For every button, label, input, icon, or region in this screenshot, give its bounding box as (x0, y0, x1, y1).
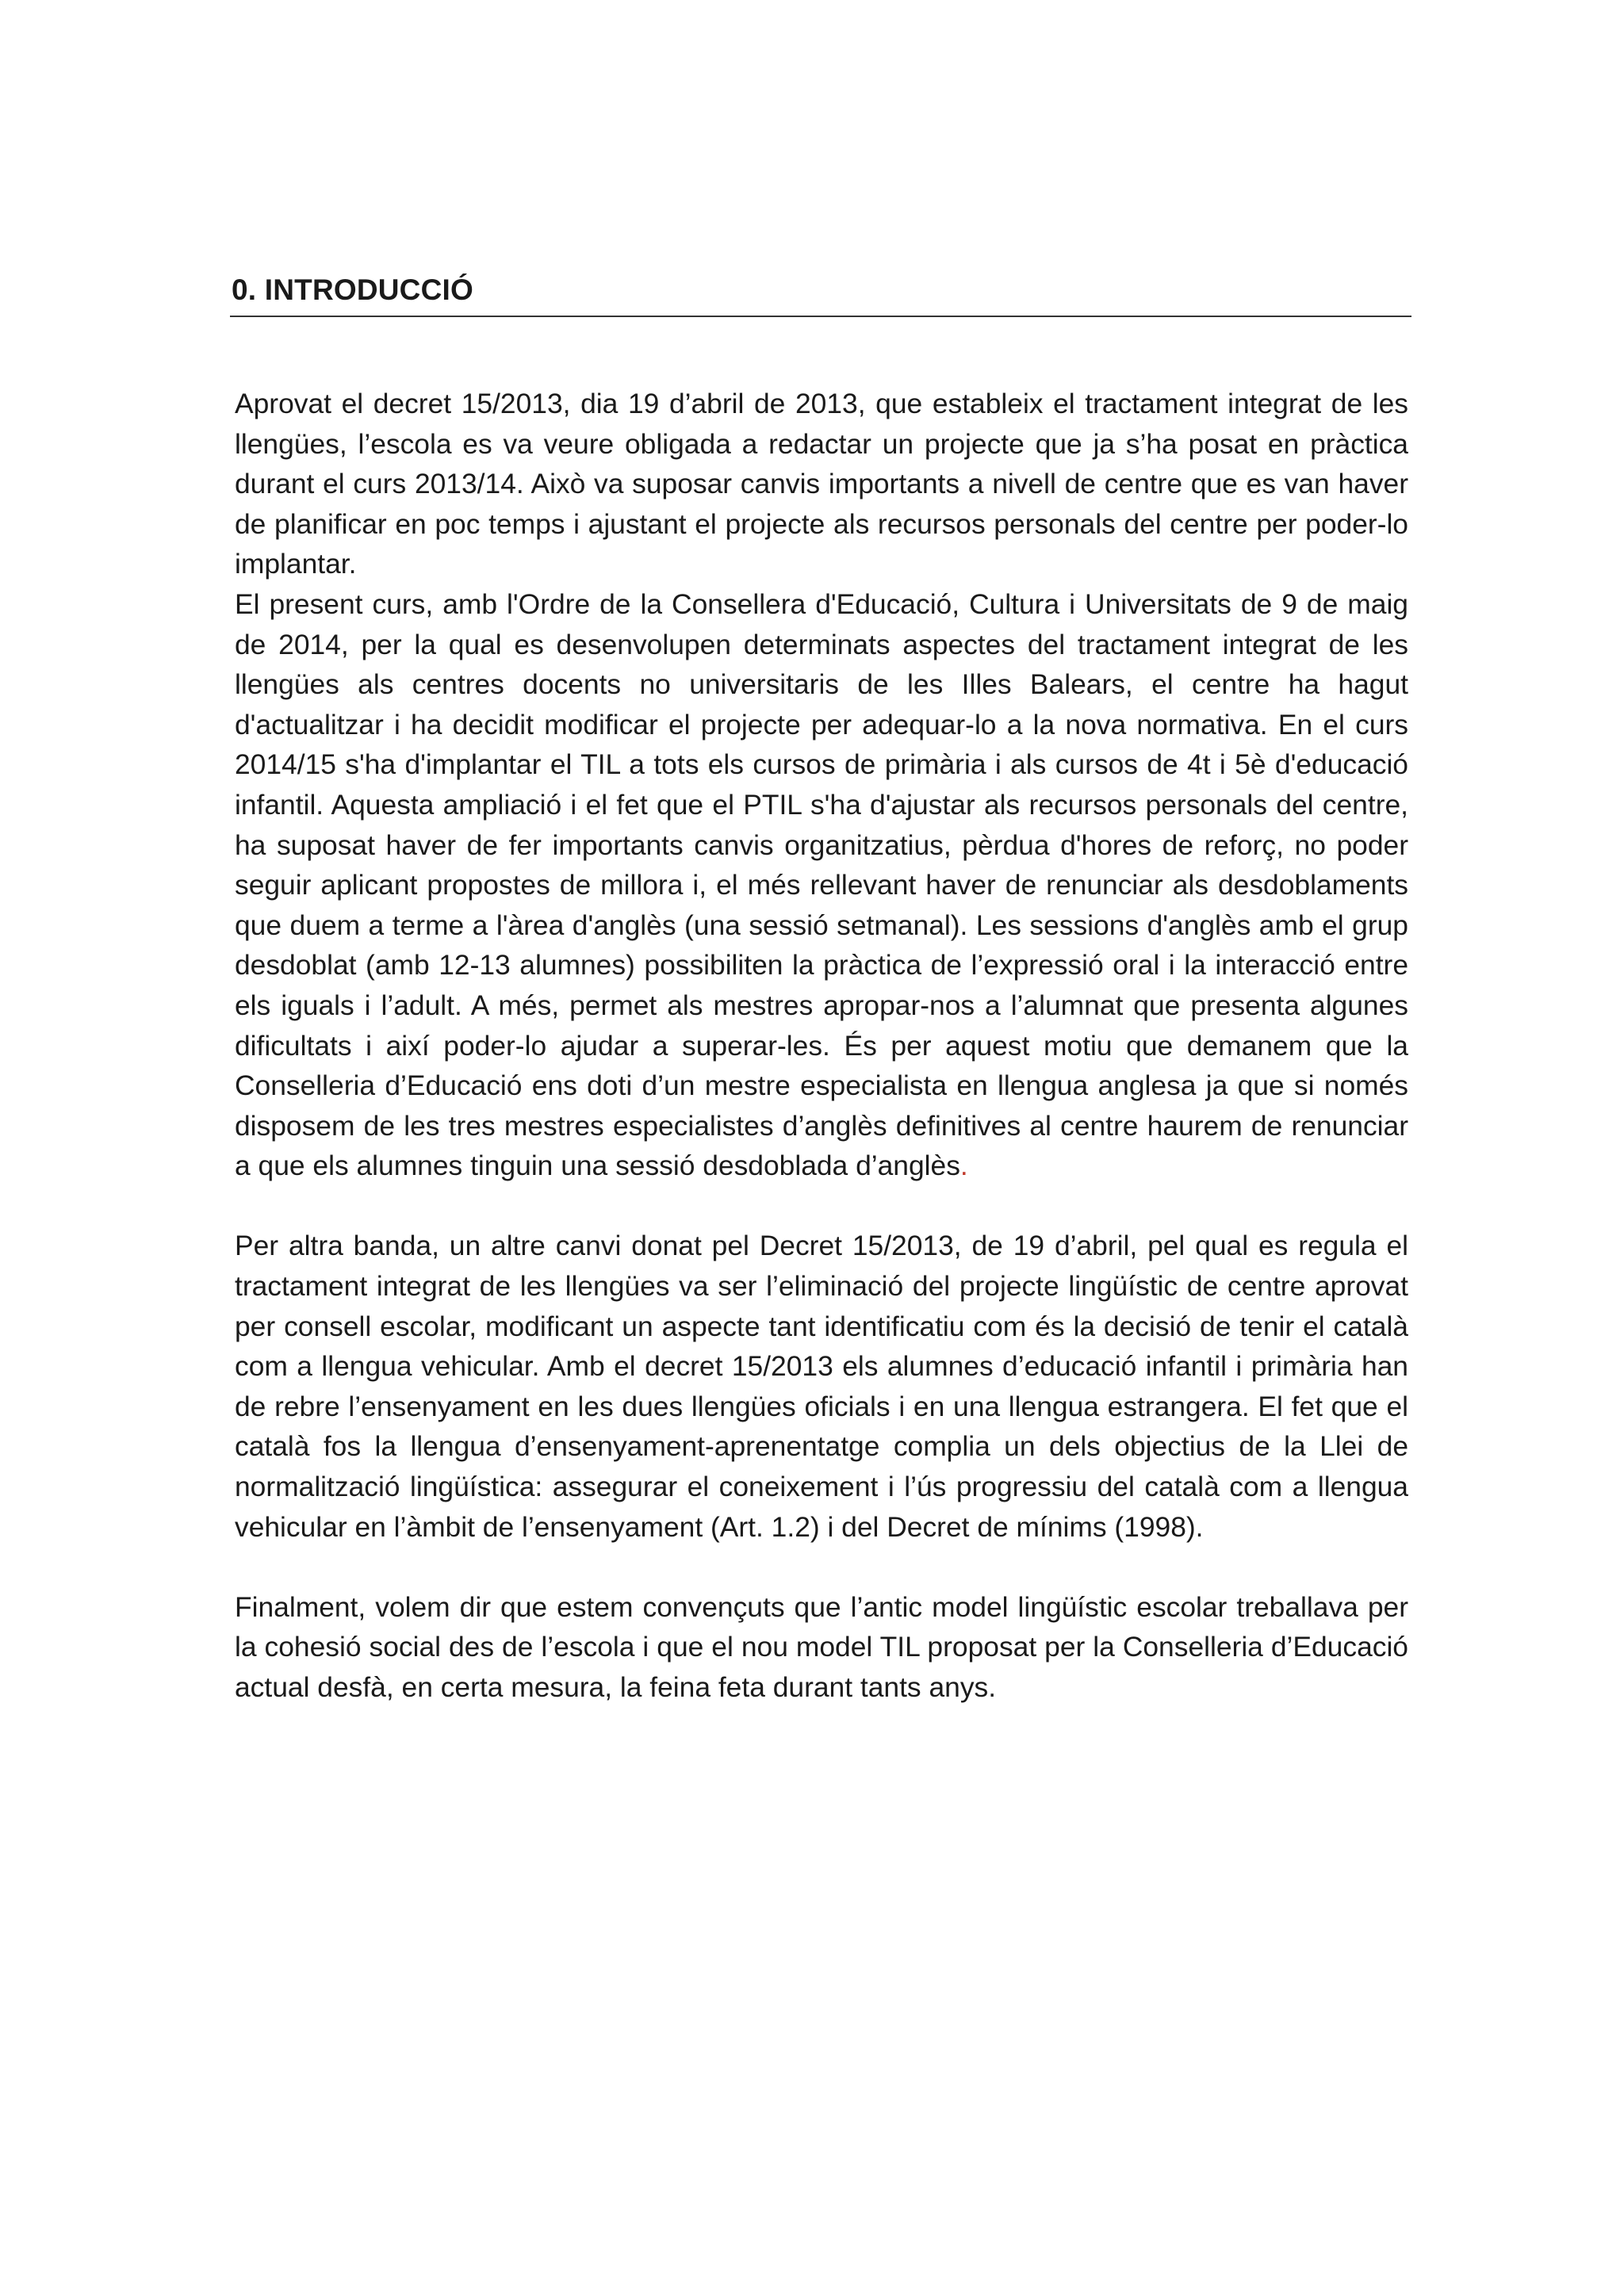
paragraph-present-course (235, 584, 1408, 1186)
paragraph-linguistic-project: Per altra banda, un altre canvi donat pel Decret 15/2013, de 19 d’abril, pel qual es regula el tractament integrat de les llengües va ser l’eliminació del projecte lingüístic de centre aprovat per consell escolar, modificant un aspecte tant identificatiu com és la decisió de tenir el català com a llengua vehicular. Amb el decret 15/2013 els alumnes d’educació infantil i primària han de rebre l’ensenyament en les dues llengües oficials i en una llengua estrangera. El fet que el català fos la llengua d’ensenyament-aprenentatge complia un dels objectius de la Llei de normalització lingüística: assegurar el coneixement i l’ús progressiu del català com a llengua vehicular en l’àmbit de l’ensenyament (Art. 1.2) i del Decret de mínims (1998). (235, 1230, 1408, 1543)
paragraph-decree-approval: Aprovat el decret 15/2013, dia 19 d’abril de 2013, que estableix el tractament integrat de les llengües, l’escola es va veure obligada a redactar un projecte que ja s’ha posat en pràctica durant el curs 2013/14. Això va suposar canvis importants a nivell de centre que es van haver de planificar en poc temps i ajustant el projecte als recursos personals del centre per poder-lo implantar. (235, 388, 1408, 580)
paragraph-present-course-text: El present curs, amb l'Ordre de la Consellera d'Educació, Cultura i Universitats de 9 de maig de 2014, per la qual es desenvolupen determinats aspectes del tractament integrat de les llengües als centres docents no universitaris de les Illes Balears, el centre ha hagut d'actualitzar i ha decidit modificar el projecte per adequar-lo a la nova normativa. En el curs 2014/15 s'ha d'implantar el TIL a tots els cursos de primària i als cursos de 4t i 5è d'educació infantil. Aquesta ampliació i el fet que el PTIL s'ha d'ajustar als recursos personals del centre, ha suposat haver de fer importants canvis organitzatius, pèrdua d'hores de reforç, no poder seguir aplicant propostes de millora i, el més rellevant haver de renunciar als desdoblaments que duem a terme a l'àrea d'anglès (una sessió setmanal). Les sessions d'anglès amb el grup desdoblat (amb 12-13 alumnes) possibiliten la pràctica de l’expressió oral i la interacció entre els iguals i l’adult. A més, permet als mestres apropar-nos a l’alumnat que presenta algunes dificultats i així poder-lo ajudar a superar-les. És per aquest motiu que demanem que la Conselleria d’Educació ens doti d’un mestre especialista en llengua anglesa ja que si només disposem de les tres mestres especialistes d’anglès definitives al centre haurem de renunciar a que els alumnes tinguin una sessió desdoblada d’anglès (235, 587, 1408, 1182)
introduction-body (235, 384, 1408, 1708)
paragraph-conclusion: Finalment, volem dir que estem convençuts que l’antic model lingüístic escolar treballava per la cohesió social des de l’escola i que el nou model TIL proposat per la Conselleria d’Educació actual desfà, en certa mesura, la feina feta durant tants anys. (235, 1590, 1408, 1703)
paragraph-end-period: . (959, 1150, 968, 1182)
section-title: 0. INTRODUCCIÓ (232, 274, 473, 306)
paragraph-spacer (235, 1186, 1408, 1226)
section-heading-block (232, 266, 1411, 314)
heading-divider (230, 316, 1411, 317)
paragraph-spacer (235, 1547, 1408, 1587)
